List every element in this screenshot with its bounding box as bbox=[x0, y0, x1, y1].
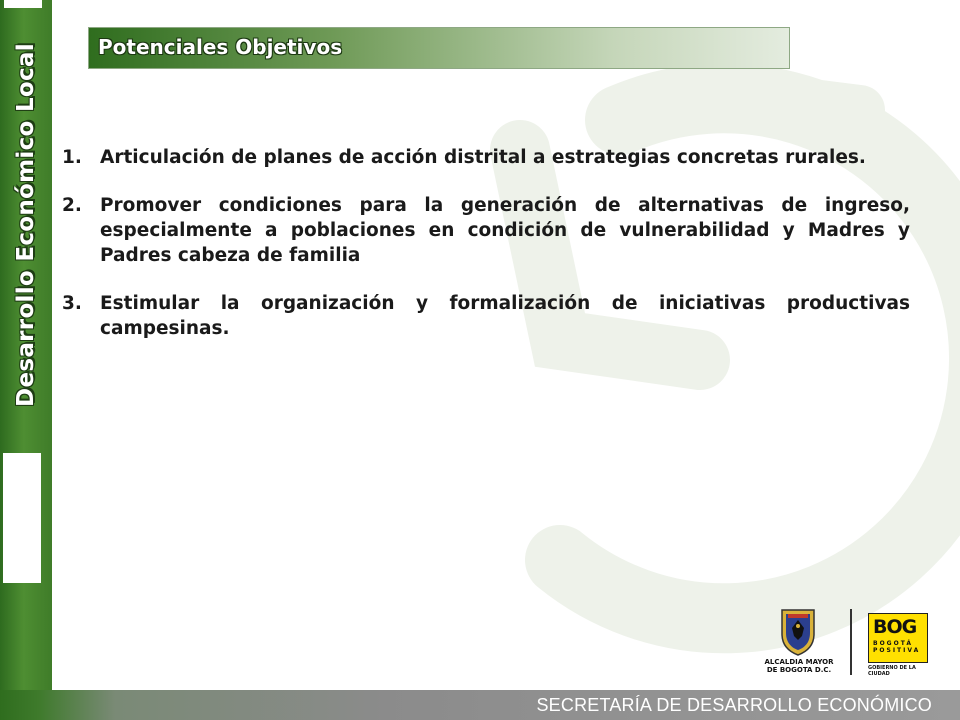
objectives-list bbox=[62, 145, 910, 364]
objective-number: 3. bbox=[62, 293, 82, 314]
logo-block bbox=[756, 606, 936, 681]
bogota-positiva-logo bbox=[868, 613, 928, 663]
footer-bar bbox=[0, 690, 960, 720]
alcaldia-line-1: ALCALDIA MAYOR bbox=[764, 658, 834, 666]
alcaldia-label bbox=[756, 658, 842, 674]
objective-number: 1. bbox=[62, 147, 82, 168]
coat-of-arms-icon bbox=[778, 606, 818, 656]
side-band-panel bbox=[3, 453, 41, 583]
side-band-notch bbox=[4, 0, 42, 8]
side-title-container bbox=[0, 40, 52, 410]
objective-item bbox=[62, 193, 910, 268]
bog-word: BOG bbox=[873, 616, 917, 638]
objective-number: 2. bbox=[62, 195, 82, 216]
side-vertical-title: Desarrollo Económico Local bbox=[13, 43, 39, 407]
objective-text: Estimular la organización y formalización de iniciativas productivas campesinas. bbox=[100, 293, 910, 339]
objective-item bbox=[62, 145, 910, 170]
bog-sub-line-2: POSITIVA bbox=[873, 647, 921, 654]
bog-subtitle bbox=[873, 640, 925, 654]
gobierno-label: GOBIERNO DE LA CIUDAD bbox=[868, 665, 916, 677]
alcaldia-line-2: DE BOGOTA D.C. bbox=[766, 666, 832, 674]
objective-text: Articulación de planes de acción distrital a estrategias concretas rurales. bbox=[100, 147, 866, 168]
bog-sub-line-1: BOGOTÁ bbox=[873, 640, 913, 647]
logo-divider bbox=[850, 609, 852, 675]
header-bar bbox=[88, 27, 790, 69]
page-title: Potenciales Objetivos bbox=[98, 35, 343, 59]
objective-item bbox=[62, 291, 910, 341]
footer-text: SECRETARÍA DE DESARROLLO ECONÓMICO bbox=[536, 695, 932, 715]
objective-text: Promover condiciones para la generación de alternativas de ingreso, especialmente a poblaciones en condición de vulnerabilidad y Madres y Padres cabeza de familia bbox=[100, 195, 910, 266]
